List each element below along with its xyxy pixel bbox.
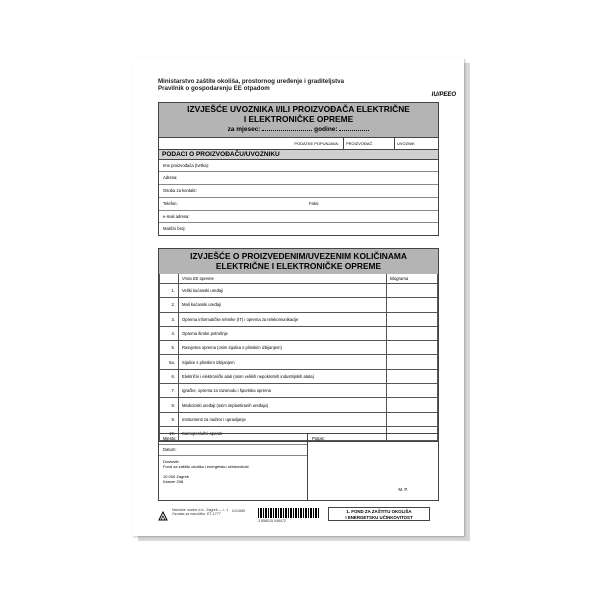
signature-column xyxy=(308,434,438,500)
equipment-type-cell: Mali kućanski uređaji xyxy=(179,298,387,312)
company-name-field[interactable]: Ime proizvođača (tvrtka): xyxy=(159,160,438,173)
equipment-table xyxy=(159,274,438,441)
month-field[interactable] xyxy=(262,130,312,131)
row-number: 7. xyxy=(160,384,179,398)
table-row xyxy=(160,384,438,398)
table-row xyxy=(160,398,438,412)
title-line-1: IZVJEŠĆE UVOZNIKA I/ILI PROIZVOĐAČA ELEKTRIČNE xyxy=(187,104,410,114)
stamp-label: M. P. xyxy=(398,487,408,492)
copy-line-1: 1. FOND ZA ZAŠTITU OKOLIŠA xyxy=(346,509,412,514)
importer-report-title xyxy=(159,103,438,137)
kilograms-header: kilograma xyxy=(387,274,438,284)
delivery-column xyxy=(159,434,308,500)
signature-box xyxy=(158,433,439,501)
contact-person-field[interactable]: Osoba za kontakt: xyxy=(159,185,438,198)
header-number-cell xyxy=(160,274,179,284)
copy-line-2: I ENERGETSKU UČINKOVITOST xyxy=(345,514,413,520)
equipment-type-cell: Veliki kućanski uređaji xyxy=(179,284,387,298)
quantities-title-line-2: ELEKTRIČNE I ELEKTRONIČKE OPREME xyxy=(215,260,382,271)
table-row xyxy=(160,355,438,369)
row-number: 5a. xyxy=(160,355,179,369)
table-row xyxy=(160,369,438,383)
kilograms-input[interactable] xyxy=(387,326,438,340)
table-header-row xyxy=(160,274,438,284)
publisher-info xyxy=(172,508,228,516)
barcode xyxy=(258,508,320,518)
barcode-number: 3 856015 048472 xyxy=(258,519,286,523)
row-number: 9. xyxy=(160,412,179,426)
year-label: godine: xyxy=(314,126,338,133)
kilograms-input[interactable] xyxy=(387,384,438,398)
equipment-type-cell: Električni i elektronički alati (osim velikih nepokretnih industrijskih alata) xyxy=(179,369,387,383)
table-row xyxy=(160,412,438,426)
kilograms-input[interactable] xyxy=(387,398,438,412)
table-row xyxy=(160,312,438,326)
filler-label: PODATKE POPUNJAVA: xyxy=(294,140,339,146)
phone-field[interactable] xyxy=(159,198,438,211)
producer-checkbox[interactable]: PROIZVOĐAČ xyxy=(343,138,394,149)
row-number: 4. xyxy=(160,326,179,340)
form-sheet xyxy=(132,58,464,536)
equipment-type-cell: Medicinski uređaji (osim implantiranih uređaja) xyxy=(179,398,387,412)
kilograms-input[interactable] xyxy=(387,298,438,312)
kilograms-input[interactable] xyxy=(387,341,438,355)
kilograms-input[interactable] xyxy=(387,312,438,326)
ministry-header xyxy=(158,78,344,92)
producer-data-section-title: PODACI O PROIZVOĐAČU/UVOZNIKU xyxy=(159,149,438,160)
place-field[interactable]: Mjesto: xyxy=(159,434,307,445)
kilograms-input[interactable] xyxy=(387,369,438,383)
street: Ksaver 208 xyxy=(163,479,184,484)
importer-checkbox[interactable]: UVOZNIK xyxy=(394,138,438,149)
fax-field[interactable]: Faks: xyxy=(309,200,320,206)
publisher-text: Narodne novine d.d., Zagreb — I. 1 xyxy=(172,508,229,512)
table-row xyxy=(160,298,438,312)
kilograms-input[interactable] xyxy=(387,284,438,298)
form-number: 01/1089 xyxy=(232,509,245,513)
order-code: Oznaka za narudžbu: ET-1777 xyxy=(172,512,221,517)
row-number: 5. xyxy=(160,341,179,355)
equipment-type-cell: Oprema široke potrošnje xyxy=(179,326,387,340)
equipment-type-cell: Instrumenti za nadzor i upravljanje xyxy=(179,412,387,426)
year-field[interactable] xyxy=(339,130,369,131)
title-line-2: I ELEKTRONIČKE OPREME xyxy=(243,113,354,124)
publisher-logo xyxy=(158,508,168,518)
copy-designation-box xyxy=(328,507,430,521)
row-number: 2. xyxy=(160,298,179,312)
row-number: 3. xyxy=(160,312,179,326)
row-number: 1. xyxy=(160,284,179,298)
equipment-type-cell: Oprema informatičke tehnike (IT) i oprema za telekomunikacije xyxy=(179,312,387,326)
table-row xyxy=(160,326,438,340)
row-number: 10. xyxy=(160,426,179,440)
form-code: IU/PEEO xyxy=(431,92,456,98)
equipment-type-cell: Samoposlužni aparati xyxy=(179,426,387,440)
phone-label: Telefon: xyxy=(163,200,178,206)
period-row xyxy=(159,125,438,135)
equipment-type-cell: Igračke, oprema za razonodu i športska oprema xyxy=(179,384,387,398)
table-row xyxy=(160,284,438,298)
deliver-to: Fond za zaštitu okoliša i energetsku učinkovitost xyxy=(163,464,249,469)
regulation-name: Pravilnik o gospodarenju EE otpadom xyxy=(158,85,270,93)
date-field[interactable]: Datum: xyxy=(159,445,307,456)
delivery-address xyxy=(159,456,307,487)
registration-number-field[interactable]: Matični broj: xyxy=(163,226,186,232)
month-label: za mjesec: xyxy=(227,126,261,133)
kilograms-input[interactable] xyxy=(387,355,438,369)
row-number: 6. xyxy=(160,369,179,383)
email-field[interactable]: e-mail adresa: xyxy=(159,211,438,224)
signature-field[interactable]: Potpis: xyxy=(312,436,325,441)
ministry-name: Ministarstvo zaštite okoliša, prostornog uređenje i graditeljstva xyxy=(158,78,345,85)
filler-row xyxy=(159,137,438,149)
importer-report-box xyxy=(158,102,439,236)
quantities-title-line-1: IZVJEŠĆE O PROIZVEDENIM/UVEZENIM KOLIČINAMA xyxy=(190,251,407,261)
deliver-label: Dostaviti: xyxy=(163,459,180,464)
kilograms-input[interactable] xyxy=(387,412,438,426)
quantities-report-box xyxy=(158,248,439,442)
quantities-report-title xyxy=(159,249,438,274)
equipment-type-header: Vrsta EE opreme xyxy=(179,274,387,284)
equipment-type-cell: Rasvjetna oprema (osim sijalica s plinskim izbijanjem) xyxy=(179,341,387,355)
equipment-type-cell: Sijalice s plinskim izbijanjem xyxy=(179,355,387,369)
row-number: 8. xyxy=(160,398,179,412)
table-row xyxy=(160,341,438,355)
address-field[interactable]: Adresa: xyxy=(159,172,438,185)
city: 10 000 Zagreb xyxy=(163,474,190,479)
